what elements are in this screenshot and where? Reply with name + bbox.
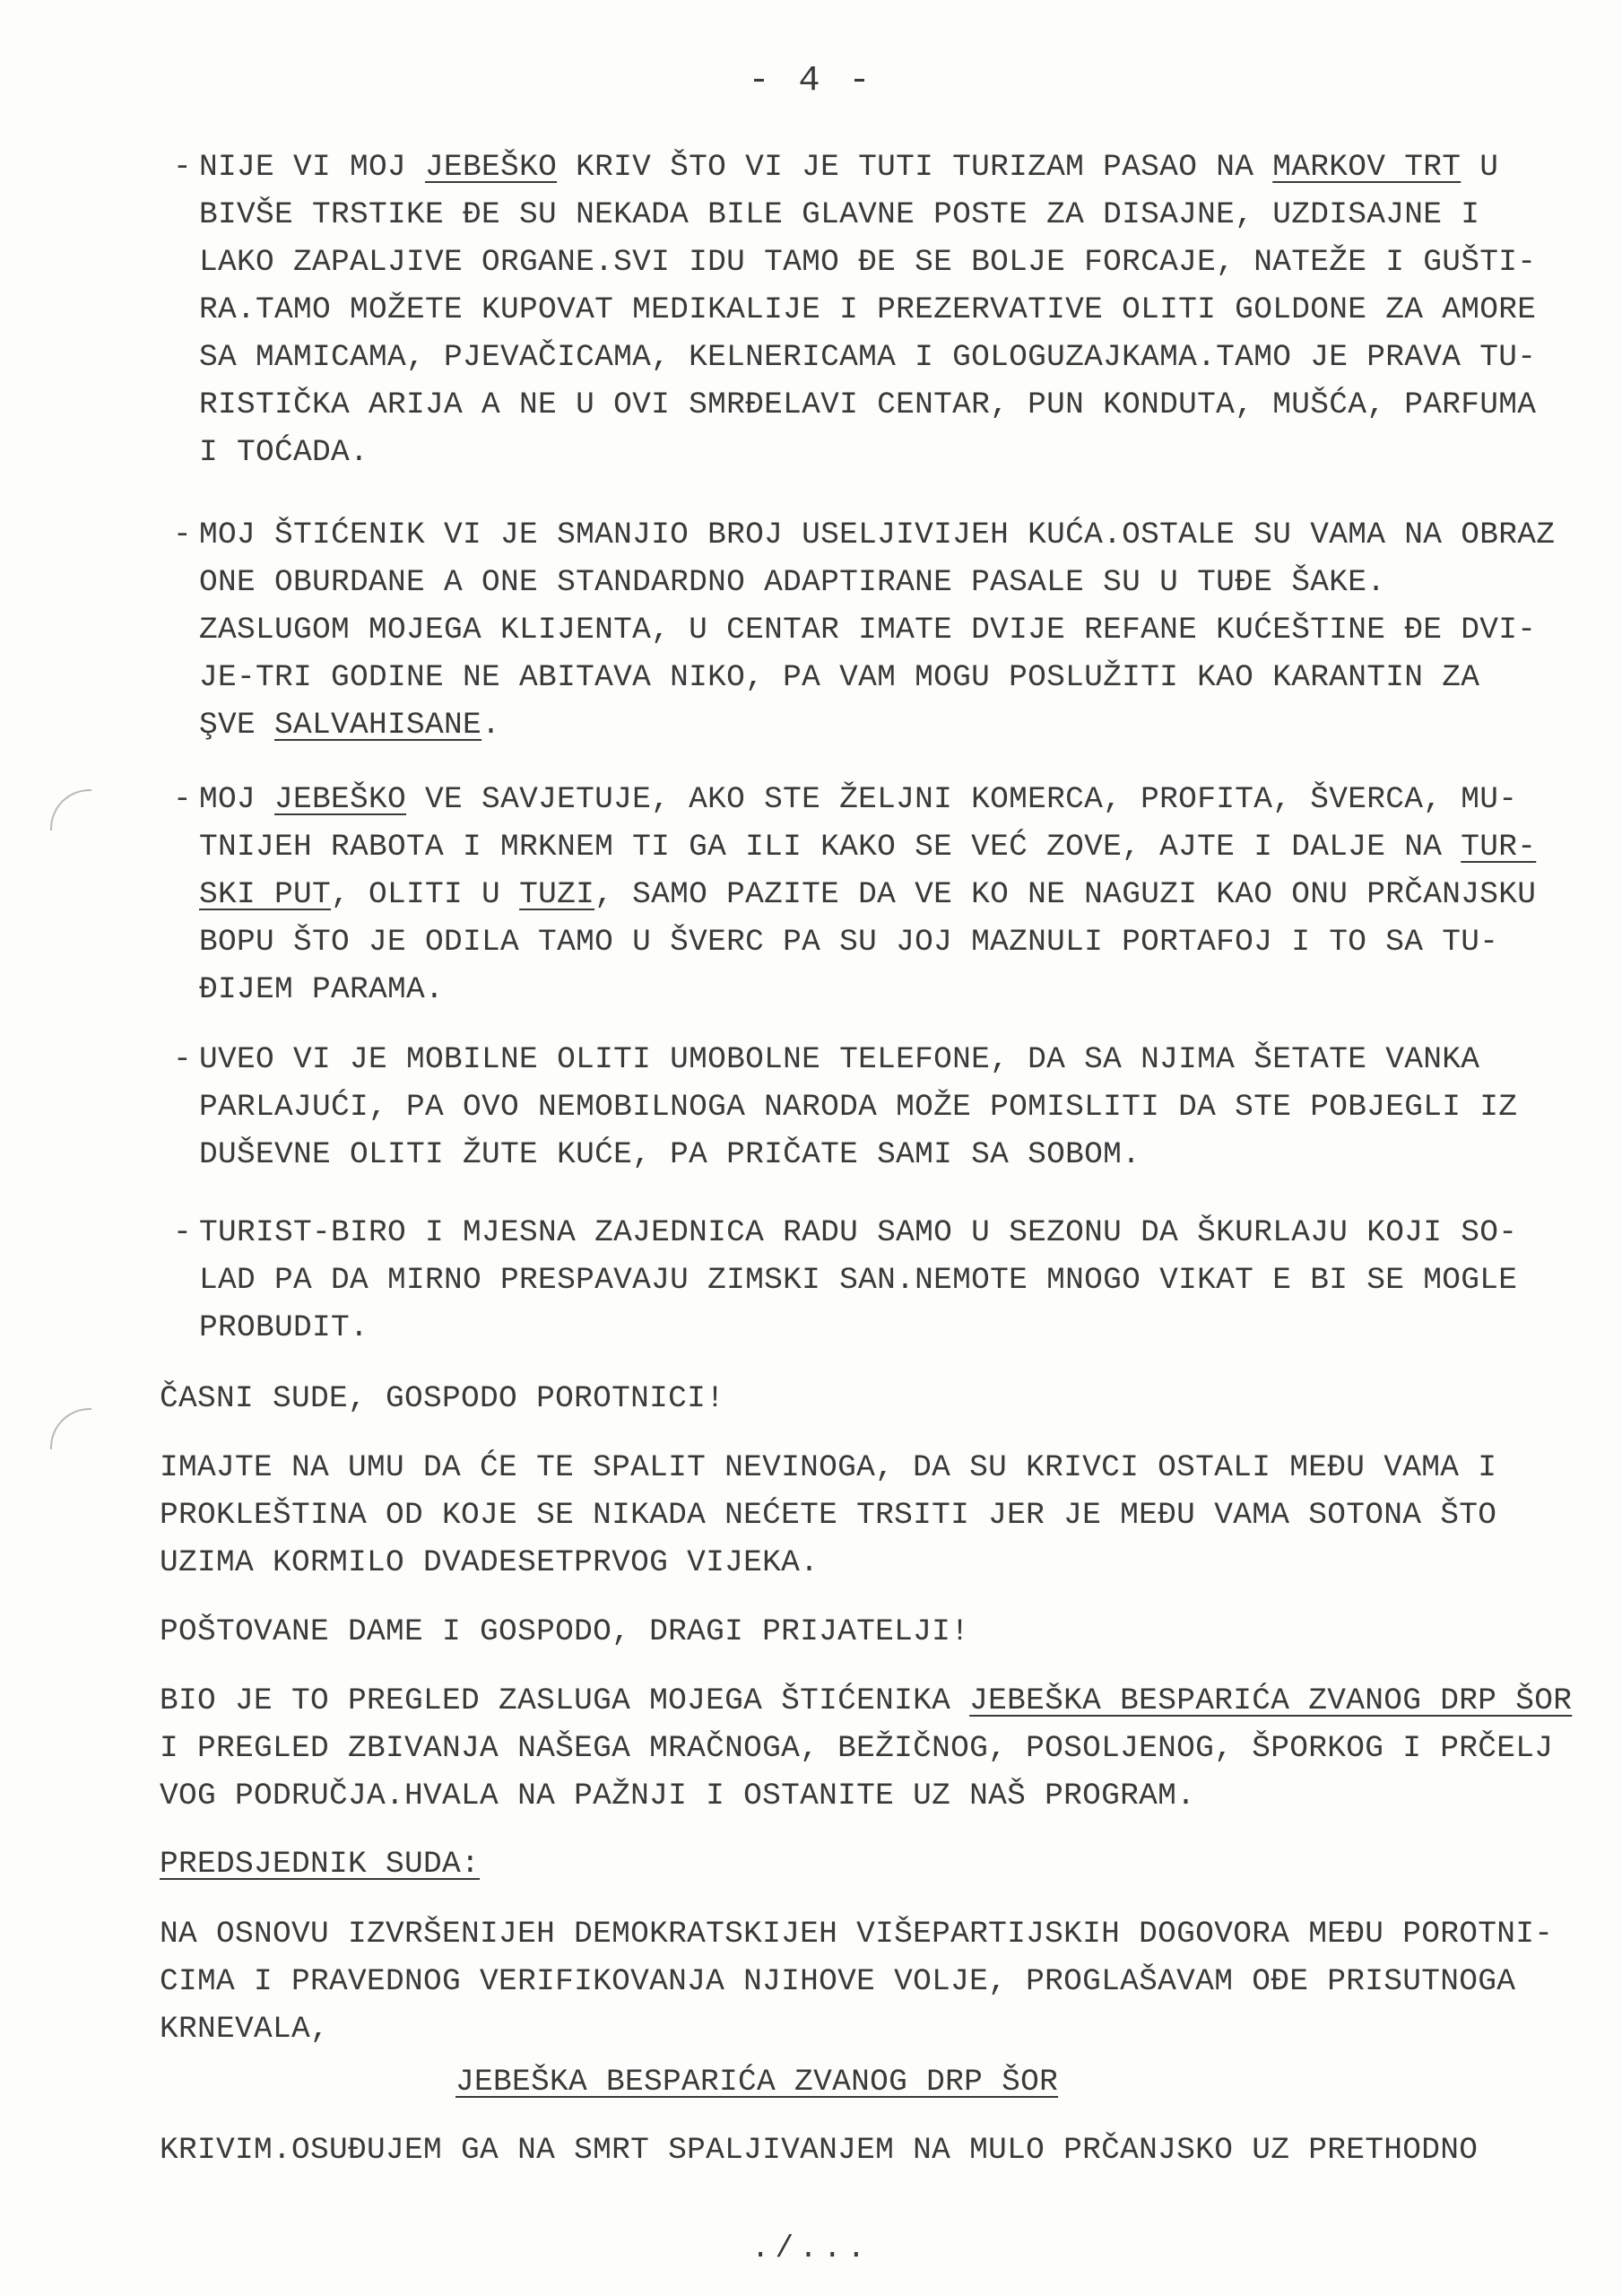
underlined-text: MARKOV TRT [1272, 150, 1462, 185]
underlined-text: TUZI [519, 877, 595, 912]
underlined-text: JEBEŠKA BESPARIĆA ZVANOG DRP ŠOR [969, 1683, 1573, 1718]
paragraph-line: CIMA I PRAVEDNOG VERIFIKOVANJA NJIHOVE VOLJE, PROGLAŠAVAM OĐE PRISUTNOGA [160, 1964, 1516, 1999]
verdict-line: KRIVIM.OSUĐUJEM GA NA SMRT SPALJIVANJEM NA MULO PRČANJSKO UZ PRETHODNO [160, 2133, 1479, 2168]
underlined-text: SALVAHISANE [274, 708, 482, 743]
bullet-line [199, 710, 500, 742]
text-segment: MOJ [199, 782, 275, 817]
text-segment: JE-TRI GODINE NE ABITAVA NIKO, PA VAM MOGU POSLUŽITI KAO KARANTIN ZA [199, 660, 1480, 695]
text-segment: SA MAMICAMA, PJEVAČICAMA, KELNERICAMA I GOLOGUZAJKAMA.TAMO JE PRAVA TU- [199, 340, 1537, 375]
bullet-line [199, 782, 1518, 817]
text-segment: . [481, 708, 501, 743]
bullet-dash: - [173, 150, 192, 185]
punch-hole-mark [50, 789, 91, 831]
text-segment: UVEO VI JE MOBILNE OLITI UMOBOLNE TELEFONE, DA SA NJIMA ŠETATE VANKA [199, 1042, 1480, 1077]
paragraph-line: NA OSNOVU IZVRŠENIJEH DEMOKRATSKIJEH VIŠEPARTIJSKIH DOGOVORA MEĐU POROTNI- [160, 1917, 1554, 1952]
salutation-court: ČASNI SUDE, GOSPODO POROTNICI! [160, 1381, 725, 1416]
bullet-line [199, 1092, 1517, 1124]
bullet-line [199, 660, 1480, 695]
bullet-dash: - [173, 1042, 192, 1077]
paragraph-line: IMAJTE NA UMU DA ĆE TE SPALIT NEVINOGA, DA SU KRIVCI OSTALI MEĐU VAMA I [160, 1450, 1497, 1485]
bullet-line [199, 292, 1537, 327]
text-segment: , SAMO PAZITE DA VE KO NE NAGUZI KAO ONU PRČANJSKU [594, 877, 1537, 912]
bullet-line [199, 517, 1556, 552]
bullet-line [199, 972, 445, 1007]
bullet-line [199, 245, 1537, 280]
text-segment: BOPU ŠTO JE ODILA TAMO U ŠVERC PA SU JOJ MAZNULI PORTAFOJ I TO SA TU- [199, 925, 1499, 960]
paragraph-line [160, 1731, 1554, 1766]
bullet-line [199, 927, 1498, 959]
text-segment: LAKO ZAPALJIVE ORGANE.SVI IDU TAMO ĐE SE BOLJE FORCAJE, NATEŽE I GUŠTI- [199, 245, 1537, 280]
underlined-text: JEBEŠKO [425, 150, 558, 185]
text-segment: NIJE VI MOJ [199, 150, 426, 185]
underlined-text: SKI PUT [199, 877, 332, 912]
text-segment: BIO JE TO PREGLED ZASLUGA MOJEGA ŠTIĆENIKA [160, 1683, 970, 1718]
salutation-audience: POŠTOVANE DAME I GOSPODO, DRAGI PRIJATELJI! [160, 1614, 970, 1649]
bullet-line [199, 387, 1537, 422]
text-segment: KRIV ŠTO VI JE TUTI TURIZAM PASAO NA [557, 150, 1273, 185]
text-segment: , OLITI U [331, 877, 520, 912]
text-segment: RISTIČKA ARIJA A NE U OVI SMRĐELAVI CENTAR, PUN KONDUTA, MUŠĆA, PARFUMA [199, 387, 1537, 422]
text-segment: VOG PODRUČJA.HVALA NA PAŽNJI I OSTANITE UZ NAŠ PROGRAM. [160, 1779, 1196, 1813]
text-segment: TNIJEH RABOTA I MRKNEM TI GA ILI KAKO SE VEĆ ZOVE, AJTE I DALJE NA [199, 830, 1462, 865]
paragraph-line: PROKLEŠTINA OD KOJE SE NIKADA NEĆETE TRSITI JER JE MEĐU VAMA SOTONA ŠTO [160, 1498, 1497, 1533]
text-segment: DUŠEVNE OLITI ŽUTE KUĆE, PA PRIČATE SAMI SA SOBOM. [199, 1137, 1141, 1172]
bullet-line [199, 197, 1480, 232]
bullet-line [199, 1265, 1517, 1297]
bullet-dash: - [173, 782, 192, 817]
text-segment: I PREGLED ZBIVANJA NAŠEGA MRAČNOGA, BEŽIČNOG, POSOLJENOG, ŠPORKOG I PRČELJ [160, 1731, 1554, 1766]
text-segment: U [1461, 150, 1499, 185]
bullet-line [199, 340, 1537, 375]
text-segment: ONE OBURDANE A ONE STANDARDNO ADAPTIRANE PASALE SU U TUĐE ŠAKE. [199, 565, 1386, 600]
bullet-line [199, 877, 1537, 912]
punch-hole-mark [50, 1408, 91, 1449]
underlined-text: JEBEŠKO [274, 782, 407, 817]
page-number: - 4 - [748, 61, 874, 101]
bullet-line [199, 1137, 1141, 1172]
paragraph-line [160, 1683, 1573, 1718]
text-segment: ZASLUGOM MOJEGA KLIJENTA, U CENTAR IMATE DVIJE REFANE KUĆEŠTINE ĐE DVI- [199, 613, 1537, 648]
bullet-dash: - [173, 517, 192, 552]
bullet-line [199, 565, 1386, 600]
text-segment: MOJ ŠTIĆENIK VI JE SMANJIO BROJ USELJIVIJEH KUĆA.OSTALE SU VAMA NA OBRAZ [199, 517, 1556, 552]
text-segment: ĐIJEM PARAMA. [199, 972, 445, 1007]
bullet-line [199, 435, 369, 470]
text-segment: RA.TAMO MOŽETE KUPOVAT MEDIKALIJE I PREZERVATIVE OLITI GOLDONE ZA AMORE [199, 292, 1537, 327]
text-segment: I TOĆADA. [199, 435, 369, 470]
text-segment: ŞVE [199, 708, 275, 743]
text-segment: PROBUDIT. [199, 1310, 369, 1345]
bullet-line [199, 615, 1536, 647]
bullet-line [199, 1215, 1518, 1250]
continuation-mark: ./... [750, 2231, 872, 2266]
paragraph-line [160, 1781, 1195, 1813]
paragraph-line: UZIMA KORMILO DVADESETPRVOG VIJEKA. [160, 1545, 820, 1580]
underlined-text: TUR- [1461, 830, 1537, 865]
defendant-name: JEBEŠKA BESPARIĆA ZVANOG DRP ŠOR [455, 2065, 1059, 2100]
text-segment: VE SAVJETUJE, AKO STE ŽELJNI KOMERCA, PROFITA, ŠVERCA, MU- [406, 782, 1518, 817]
bullet-line [199, 152, 1498, 184]
text-segment: TURIST-BIRO I MJESNA ZAJEDNICA RADU SAMO U SEZONU DA ŠKURLAJU KOJI SO- [199, 1215, 1518, 1250]
text-segment: BIVŠE TRSTIKE ĐE SU NEKADA BILE GLAVNE POSTE ZA DISAJNE, UZDISAJNE I [199, 197, 1480, 232]
text-segment: LAD PA DA MIRNO PRESPAVAJU ZIMSKI SAN.NEMOTE MNOGO VIKAT E BI SE MOGLE [199, 1263, 1518, 1298]
bullet-line [199, 1310, 369, 1345]
speaker-heading: PREDSJEDNIK SUDA: [160, 1847, 481, 1882]
text-segment: PARLAJUĆI, PA OVO NEMOBILNOGA NARODA MOŽE POMISLITI DA STE POBJEGLI IZ [199, 1090, 1518, 1125]
bullet-line [199, 832, 1536, 864]
paragraph-line: KRNEVALA, [160, 2012, 330, 2047]
bullet-line [199, 1042, 1480, 1077]
bullet-dash: - [173, 1215, 192, 1250]
